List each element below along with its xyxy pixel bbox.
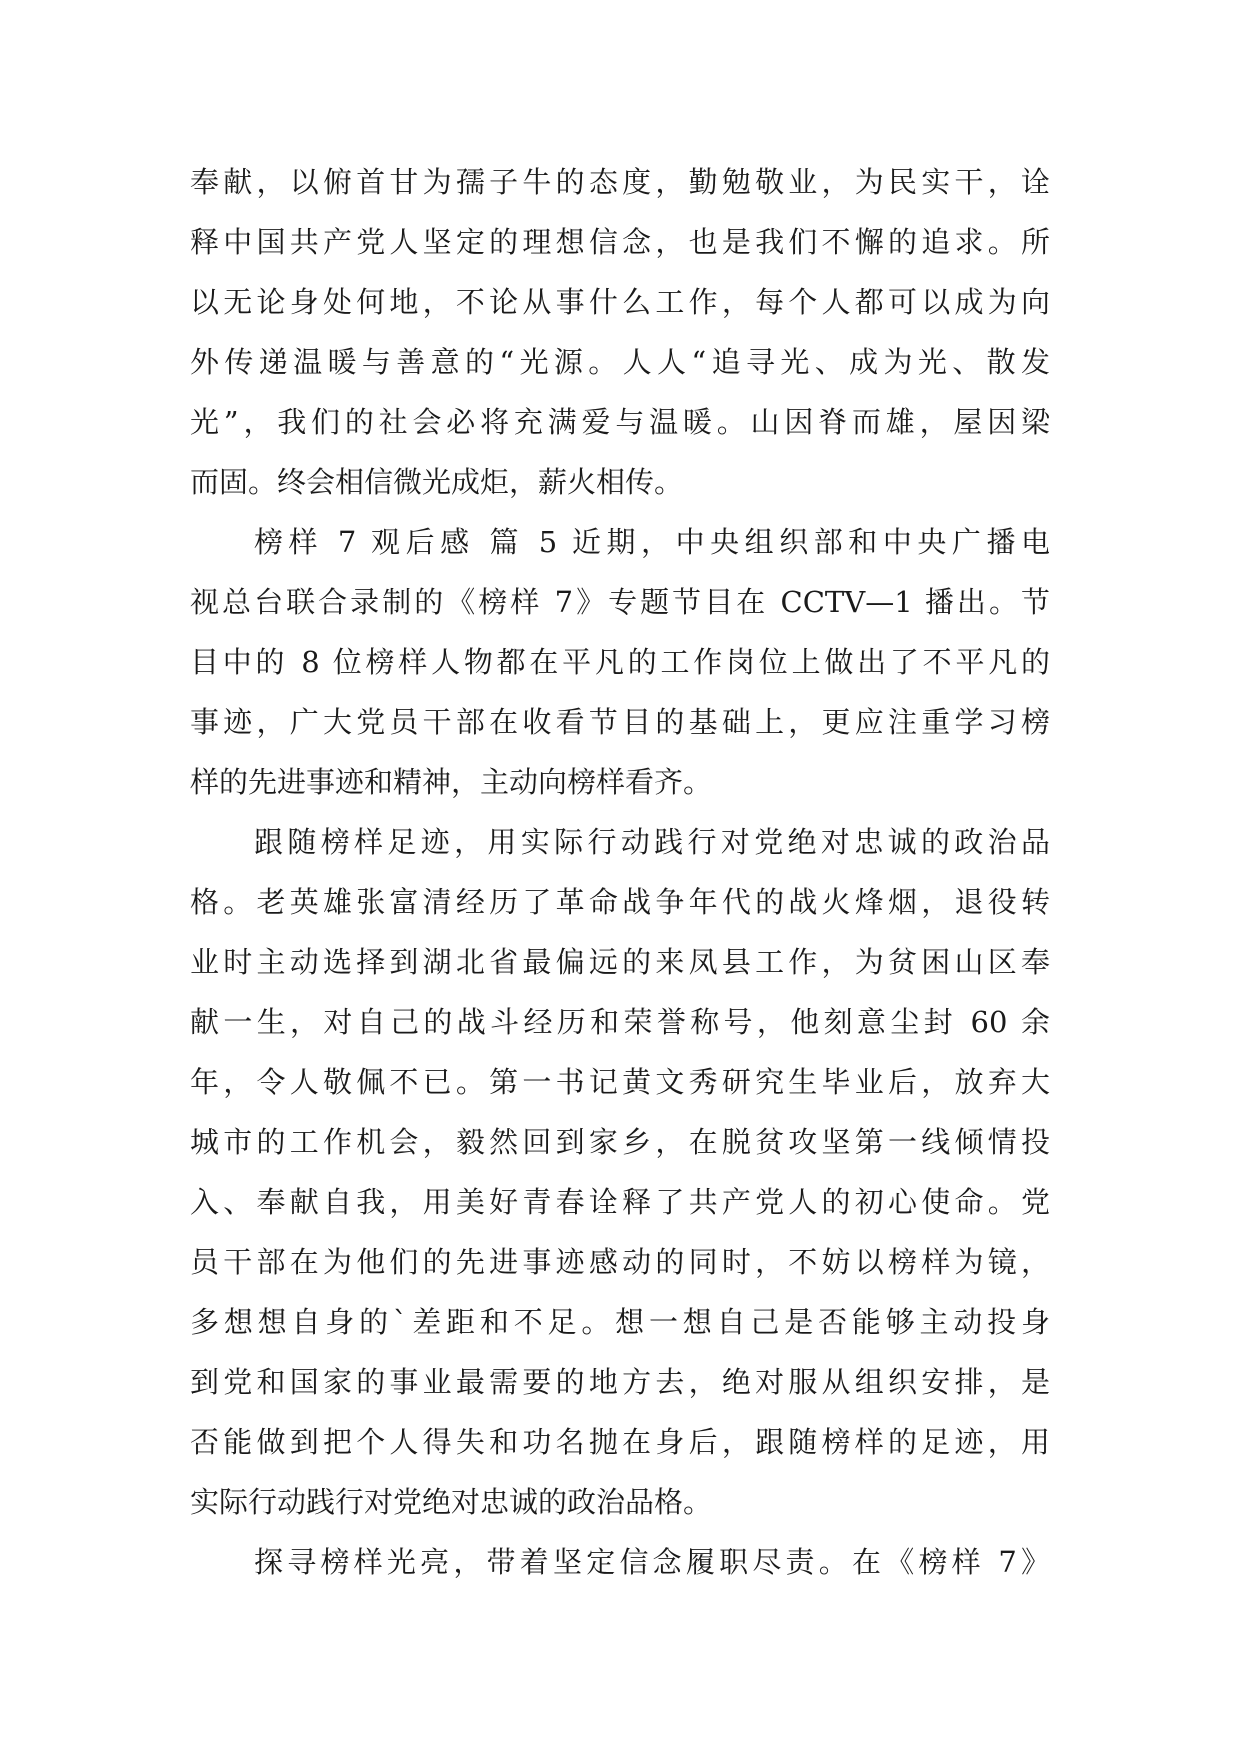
text-line: 目中的 8 位榜样人物都在平凡的工作岗位上做出了不平凡的 [190,645,1050,679]
document-body [190,152,1050,1592]
text-line: 否能做到把个人得失和功名抛在身后，跟随榜样的足迹，用 [190,1425,1050,1459]
text-line: 外传递温暖与善意的“光源。人人“追寻光、成为光、散发 [190,345,1050,379]
text-line: 视总台联合录制的《榜样 7》专题节目在 CCTV—1 播出。节 [190,585,1050,619]
text-line: 以无论身处何地，不论从事什么工作，每个人都可以成为向 [190,285,1050,319]
text-line: 探寻榜样光亮，带着坚定信念履职尽责。在《榜样 7》 [254,1545,1050,1579]
text-line: 奉献，以俯首甘为孺子牛的态度，勤勉敬业，为民实干，诠 [190,165,1050,199]
text-line: 入、奉献自我，用美好青春诠释了共产党人的初心使命。党 [190,1185,1050,1219]
text-line: 而固。终会相信微光成炬，薪火相传。 [190,465,684,499]
text-line: 年，令人敬佩不已。第一书记黄文秀研究生毕业后，放弃大 [190,1065,1050,1099]
text-line: 多想想自身的`差距和不足。想一想自己是否能够主动投身 [190,1305,1050,1339]
text-line: 到党和国家的事业最需要的地方去，绝对服从组织安排，是 [190,1365,1050,1399]
text-line: 榜样 7 观后感 篇 5 近期，中央组织部和中央广播电 [254,525,1050,559]
text-line: 释中国共产党人坚定的理想信念，也是我们不懈的追求。所 [190,225,1050,259]
text-line: 献一生，对自己的战斗经历和荣誉称号，他刻意尘封 60 余 [190,1005,1050,1039]
text-line: 光”，我们的社会必将充满爱与温暖。山因脊而雄，屋因梁 [190,405,1050,439]
text-line: 事迹，广大党员干部在收看节目的基础上，更应注重学习榜 [190,705,1050,739]
text-line: 城市的工作机会，毅然回到家乡，在脱贫攻坚第一线倾情投 [190,1125,1050,1159]
text-line: 格。老英雄张富清经历了革命战争年代的战火烽烟，退役转 [190,885,1050,919]
text-line: 员干部在为他们的先进事迹感动的同时，不妨以榜样为镜， [190,1245,1050,1279]
text-line: 实际行动践行对党绝对忠诚的政治品格。 [190,1485,713,1519]
text-line: 跟随榜样足迹，用实际行动践行对党绝对忠诚的政治品 [254,825,1050,859]
text-line: 样的先进事迹和精神，主动向榜样看齐。 [190,765,713,799]
text-line: 业时主动选择到湖北省最偏远的来凤县工作，为贫困山区奉 [190,945,1050,979]
